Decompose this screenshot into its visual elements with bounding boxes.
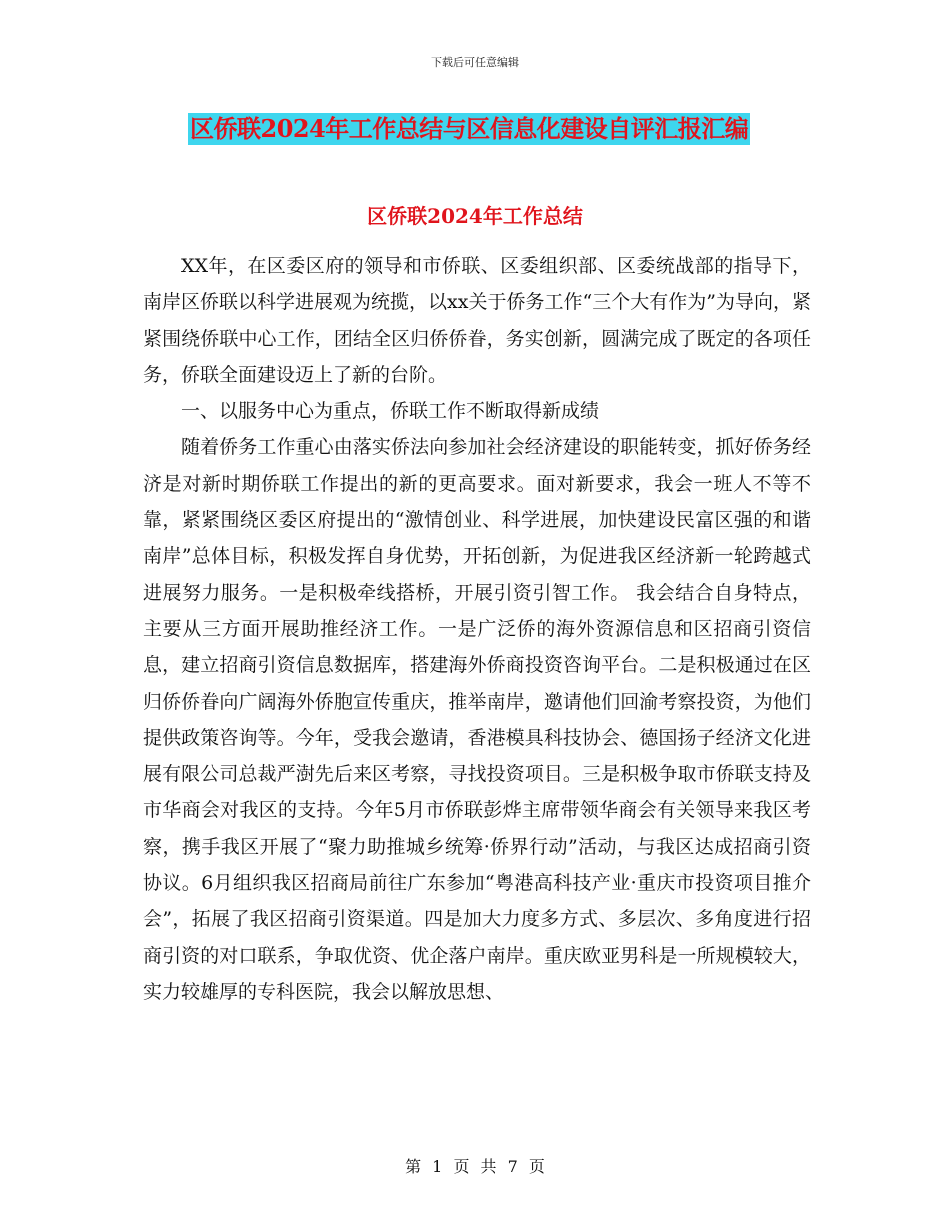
document-body <box>143 248 811 1010</box>
main-title-highlight <box>188 113 750 145</box>
header-note: 下载后可任意编辑 <box>431 56 519 69</box>
paragraph-intro: XX年，在区委区府的领导和市侨联、区委组织部、区委统战部的指导下，南岸区侨联以科学进展观为统揽，以xx关于侨务工作“三个大有作为”为导向，紧紧围绕侨联中心工作，团结全区归侨侨眷，务实创新，圆满完成了既定的各项任务，侨联全面建设迈上了新的台阶。 <box>143 255 811 386</box>
section-title: 区侨联2024年工作总结 <box>367 204 583 228</box>
paragraph-body-1: 随着侨务工作重心由落实侨法向参加社会经济建设的职能转变，抓好侨务经济是对新时期侨联工作提出的新的更高要求。面对新要求，我会一班人不等不靠，紧紧围绕区委区府提出的“激情创业、科学进展，加快建设民富区强的和谐南岸”总体目标，积极发挥自身优势，开拓创新，为促进我区经济新一轮跨越式进展努力服务。一是积极牵线搭桥，开展引资引智工作。 我会结合自身特点，主要从三方面开展助推经济工作。一是广泛侨的海外资源信息和区招商引资信息，建立招商引资信息数据库，搭建海外侨商投资咨询平台。二是积极通过在区归侨侨眷向广阔海外侨胞宣传重庆，推举南岸，邀请他们回渝考察投资，为他们提供政策咨询等。今年，受我会邀请，香港模具科技协会、德国扬子经济文化进展有限公司总裁严澍先后来区考察，寻找投资项目。三是积极争取市侨联支持及市华商会对我区的支持。今年5月市侨联彭烨主席带领华商会有关领导来我区考察，携手我区开展了“聚力助推城乡统筹·侨界行动”活动，与我区达成招商引资协议。6月组织我区招商局前往广东参加“粤港高科技产业·重庆市投资项目推介会”，拓展了我区招商引资渠道。四是加大力度多方式、多层次、多角度进行招商引资的对口联系，争取优资、优企落户南岸。重庆欧亚男科是一所规模较大，实力较雄厚的专科医院，我会以解放思想、 <box>143 436 811 1003</box>
main-title: 区侨联2024年工作总结与区信息化建设自评汇报汇编 <box>190 114 749 143</box>
paragraph-heading-1: 一、以服务中心为重点，侨联工作不断取得新成绩 <box>181 400 600 423</box>
page-number: 第 1 页 共 7 页 <box>405 1157 545 1176</box>
